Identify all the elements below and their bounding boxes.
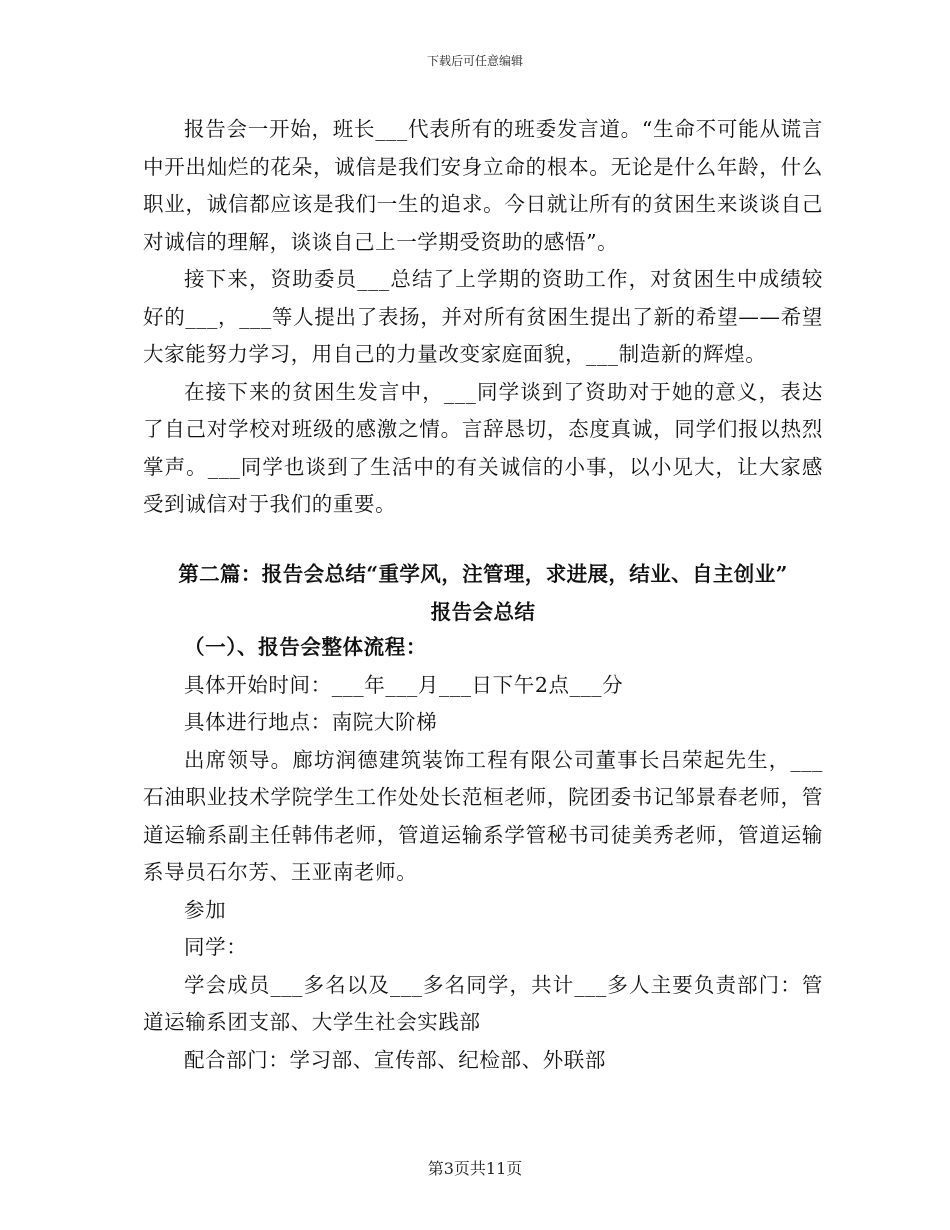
- location-line: 具体进行地点：南院大阶梯: [184, 710, 438, 734]
- students-line: 同学：: [184, 935, 248, 959]
- page-number: 第3页共11页: [427, 1159, 523, 1178]
- paragraph-opening-speech: 报告会一开始，班长___代表所有的班委发言道。“生命不可能从谎言中开出灿烂的花朵，诚信是我们安身立命的根本。无论是什么年龄，什么职业，诚信都应该是我们一生的追求。今日就让所有的贫困生来谈谈自己对诚信的理解，谈谈自己上一学期受资助的感悟”。: [143, 117, 823, 254]
- section-two: [143, 557, 823, 1079]
- page-body: [143, 111, 823, 524]
- process-subheading: （一）、报告会整体流程：: [184, 635, 427, 659]
- page-header: 下载后可任意编辑: [426, 54, 523, 68]
- section-title: 第二篇：报告会总结“重学风，注管理，求进展，结业、自主创业”: [178, 562, 788, 586]
- section-subtitle: 报告会总结: [430, 600, 536, 624]
- leaders-paragraph: 出席领导。廊坊润德建筑装饰工程有限公司董事长吕荣起先生，___石油职业技术学院学生工作处处长范桓老师，院团委书记邹景春老师，管道运输系副主任韩伟老师，管道运输系学管秘书司徒美秀老师，管道运输系导员石尔芳、王亚南老师。: [143, 747, 823, 884]
- paragraph-funding-summary: 接下来，资助委员___总结了上学期的资助工作，对贫困生中成绩较好的___，___等人提出了表扬，并对所有贫困生提出了新的希望——希望大家能努力学习，用自己的力量改变家庭面貌，___制造新的辉煌。: [143, 267, 823, 366]
- start-time-line: 具体开始时间：___年___月___日下午2点___分: [184, 672, 624, 697]
- paragraph-student-speeches: 在接下来的贫困生发言中，___同学谈到了资助对于她的意义，表达了自己对学校对班级的感激之情。言辞恳切，态度真诚，同学们报以热烈掌声。___同学也谈到了生活中的有关诚信的小事，以小见大，让大家感受到诚信对于我们的重要。: [143, 379, 823, 516]
- attend-line: 参加: [184, 897, 227, 922]
- members-paragraph: 学会成员___多名以及___多名同学，共计___多人主要负责部门：管道运输系团支部、大学生社会实践部: [143, 972, 823, 1034]
- cooperating-departments-line: 配合部门：学习部、宣传部、纪检部、外联部: [184, 1047, 606, 1072]
